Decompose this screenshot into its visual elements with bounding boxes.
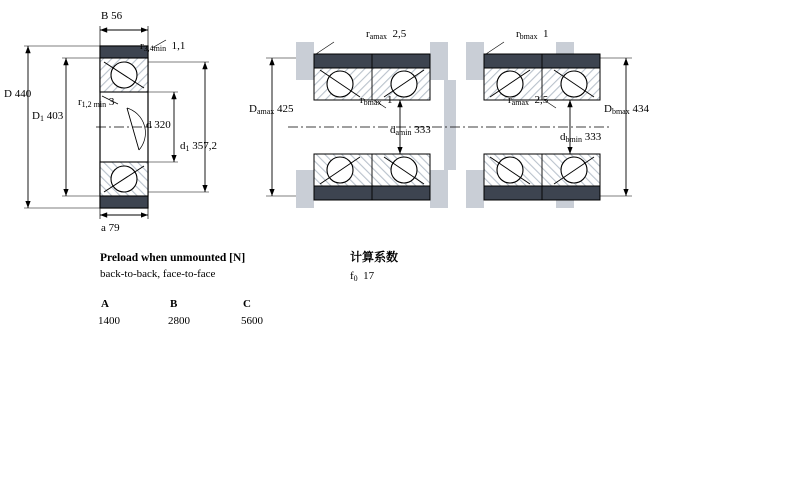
label-B: B 56 [101,10,123,22]
preload-subtitle: back-to-back, face-to-face [100,268,216,280]
label-r34min: $r_{3,4min}$ 1,1 [140,40,186,53]
right-mounting-section [266,42,632,208]
label-damin: $d_{amin}$ 333 [390,124,431,137]
preload-col-A: A [101,298,109,310]
label-rbmax-top-right: $r_{bmax}$ 1 [516,28,549,41]
label-d: d 320 [146,119,171,131]
calc-factor-value: $f_0$ 17 [350,270,375,283]
label-d1: $d_1$ 357,2 [180,140,217,153]
calc-factor-title: 计算系数 [350,250,399,264]
label-r12min: $r_{1,2 min}$ 3 [78,96,115,109]
preload-val-B: 2800 [168,315,190,327]
preload-val-C: 5600 [241,315,263,327]
preload-val-A: 1400 [98,315,120,327]
label-a: a 79 [101,222,120,234]
label-D1: $D_1$ 403 [32,110,64,123]
label-dbmin: $d_{bmin}$ 333 [560,131,602,144]
label-ramax-top-left: $r_{amax}$ 2,5 [366,28,407,41]
label-D: D 440 [4,88,32,100]
label-rbmax-mid-left: $r_{bmax}$ 1 [360,94,393,107]
preload-col-B: B [170,298,178,310]
label-Dbmax: $D_{bmax}$ 434 [604,103,649,116]
label-Damax: $D_{amax}$ 425 [249,103,294,116]
preload-col-C: C [243,298,251,310]
label-ramax-mid-right: $r_{amax}$ 2,5 [508,94,549,107]
preload-title: Preload when unmounted [N] [100,252,246,264]
